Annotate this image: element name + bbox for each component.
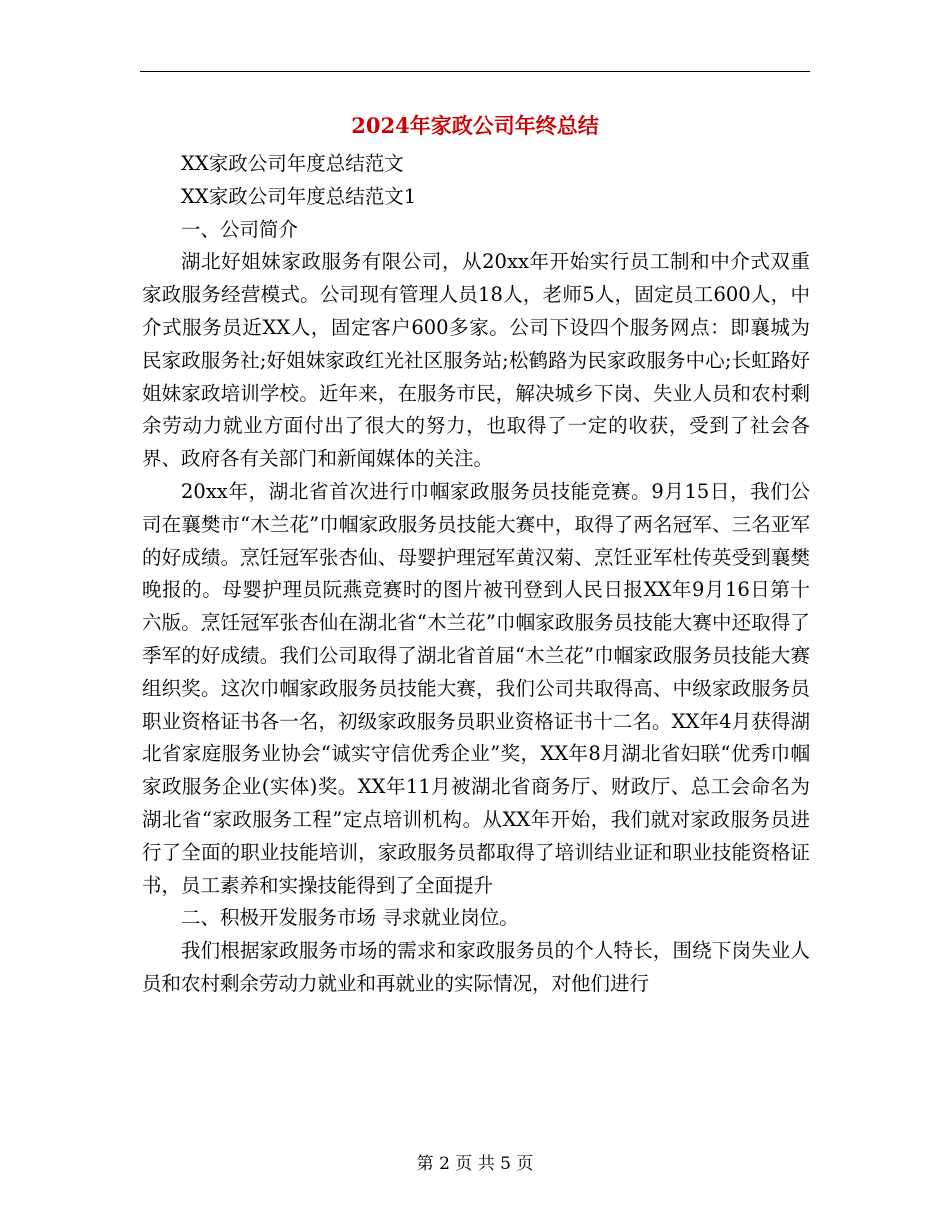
paragraph-company-intro: 湖北好姐妹家政服务有限公司，从20xx年开始实行员工制和中介式双重家政服务经营模式。公司现有管理人员18人，老师5人，固定员工600人，中介式服务员近XX人，固定客户600多家。公司下设四个服务网点：即襄城为民家政服务社;好姐妹家政红光社区服务站;松鹤路为民家政服务中心;长虹路好姐妹家政培训学校。近年来，在服务市民，解决城乡下岗、失业人员和农村剩余劳动力就业方面付出了很大的努力，也取得了一定的收获，受到了社会各界、政府各有关部门和新闻媒体的关注。 bbox=[142, 250, 810, 471]
document-body bbox=[142, 148, 810, 1001]
header-rule bbox=[140, 71, 810, 72]
document-title: 2024年家政公司年终总结 bbox=[351, 113, 599, 138]
paragraph-subtitle-1: XX家政公司年度总结范文1 bbox=[181, 184, 417, 208]
paragraph-competition: 20xx年，湖北省首次进行巾帼家政服务员技能竞赛。9月15日，我们公司在襄樊市“木兰花”巾帼家政服务员技能大赛中，取得了两名冠军、三名亚军的好成绩。烹饪冠军张杏仙、母婴护理冠军黄汉菊、烹饪亚军杜传英受到襄樊晚报的。母婴护理员阮燕竞赛时的图片被刊登到人民日报XX年9月16日第十六版。烹饪冠军张杏仙在湖北省“木兰花”巾帼家政服务员技能大赛中还取得了季军的好成绩。我们公司取得了湖北省首届“木兰花”巾帼家政服务员技能大赛组织奖。这次巾帼家政服务员技能大赛，我们公司共取得高、中级家政服务员职业资格证书各一名，初级家政服务员职业资格证书十二名。XX年4月获得湖北省家庭服务业协会“诚实守信优秀企业”奖，XX年8月湖北省妇联“优秀巾帼家政服务企业(实体)奖。XX年11月被湖北省商务厅、财政厅、总工会命名为湖北省“家政服务工程”定点培训机构。从XX年开始，我们就对家政服务员进行了全面的职业技能培训，家政服务员都取得了培训结业证和职业技能资格证书，员工素养和实操技能得到了全面提升 bbox=[142, 479, 810, 897]
page-footer: 第 2 页 共 5 页 bbox=[416, 1154, 534, 1174]
paragraph-market: 我们根据家政服务市场的需求和家政服务员的个人特长，围绕下岗失业人员和农村剩余劳动力就业和再就业的实际情况，对他们进行 bbox=[142, 939, 810, 995]
section-heading-market: 二、积极开发服务市场 寻求就业岗位。 bbox=[181, 906, 519, 930]
section-heading-company-intro: 一、公司简介 bbox=[181, 217, 299, 241]
paragraph-subtitle: XX家政公司年度总结范文 bbox=[181, 152, 404, 175]
